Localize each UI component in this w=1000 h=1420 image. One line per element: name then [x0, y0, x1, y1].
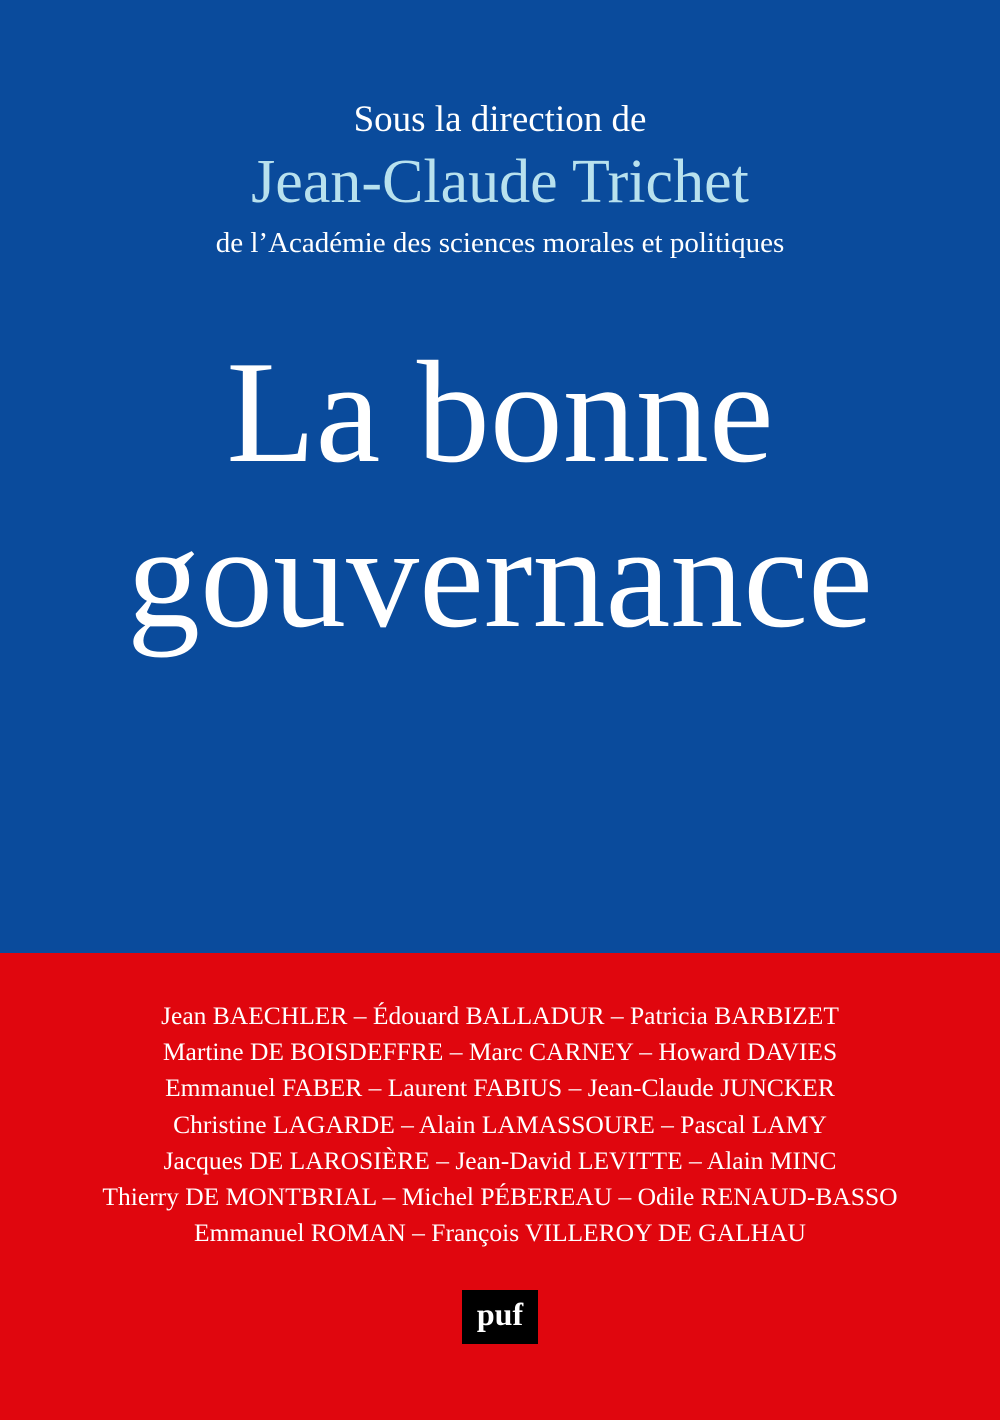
book-title-line: La bonne	[226, 331, 774, 493]
contributors-line: Emmanuel ROMAN – François VILLEROY DE GALHAU	[194, 1218, 806, 1248]
contributors-line: Christine LAGARDE – Alain LAMASSOURE – Pascal LAMY	[173, 1109, 827, 1139]
contributors-line: Martine DE BOISDEFFRE – Marc CARNEY – Howard DAVIES	[162, 1037, 838, 1067]
editor-affiliation: de l’Académie des sciences morales et politiques	[215, 227, 785, 259]
direction-label: Sous la direction de	[353, 99, 647, 140]
contributors-line: Thierry DE MONTBRIAL – Michel PÉBEREAU – Odile RENAUD-BASSO	[102, 1182, 898, 1212]
book-title-line: gouvernance	[127, 496, 873, 658]
book-title	[0, 330, 1000, 660]
contributors-list	[0, 998, 1000, 1251]
contributors-line: Jacques DE LAROSIÈRE – Jean-David LEVITTE – Alain MINC	[163, 1145, 837, 1175]
contributors-line: Emmanuel FABER – Laurent FABIUS – Jean-Claude JUNCKER	[165, 1073, 835, 1103]
editor-name: Jean-Claude Trichet	[251, 148, 749, 216]
publisher-logo: puf	[462, 1290, 538, 1344]
contributors-line: Jean BAECHLER – Édouard BALLADUR – Patricia BARBIZET	[161, 1001, 839, 1030]
